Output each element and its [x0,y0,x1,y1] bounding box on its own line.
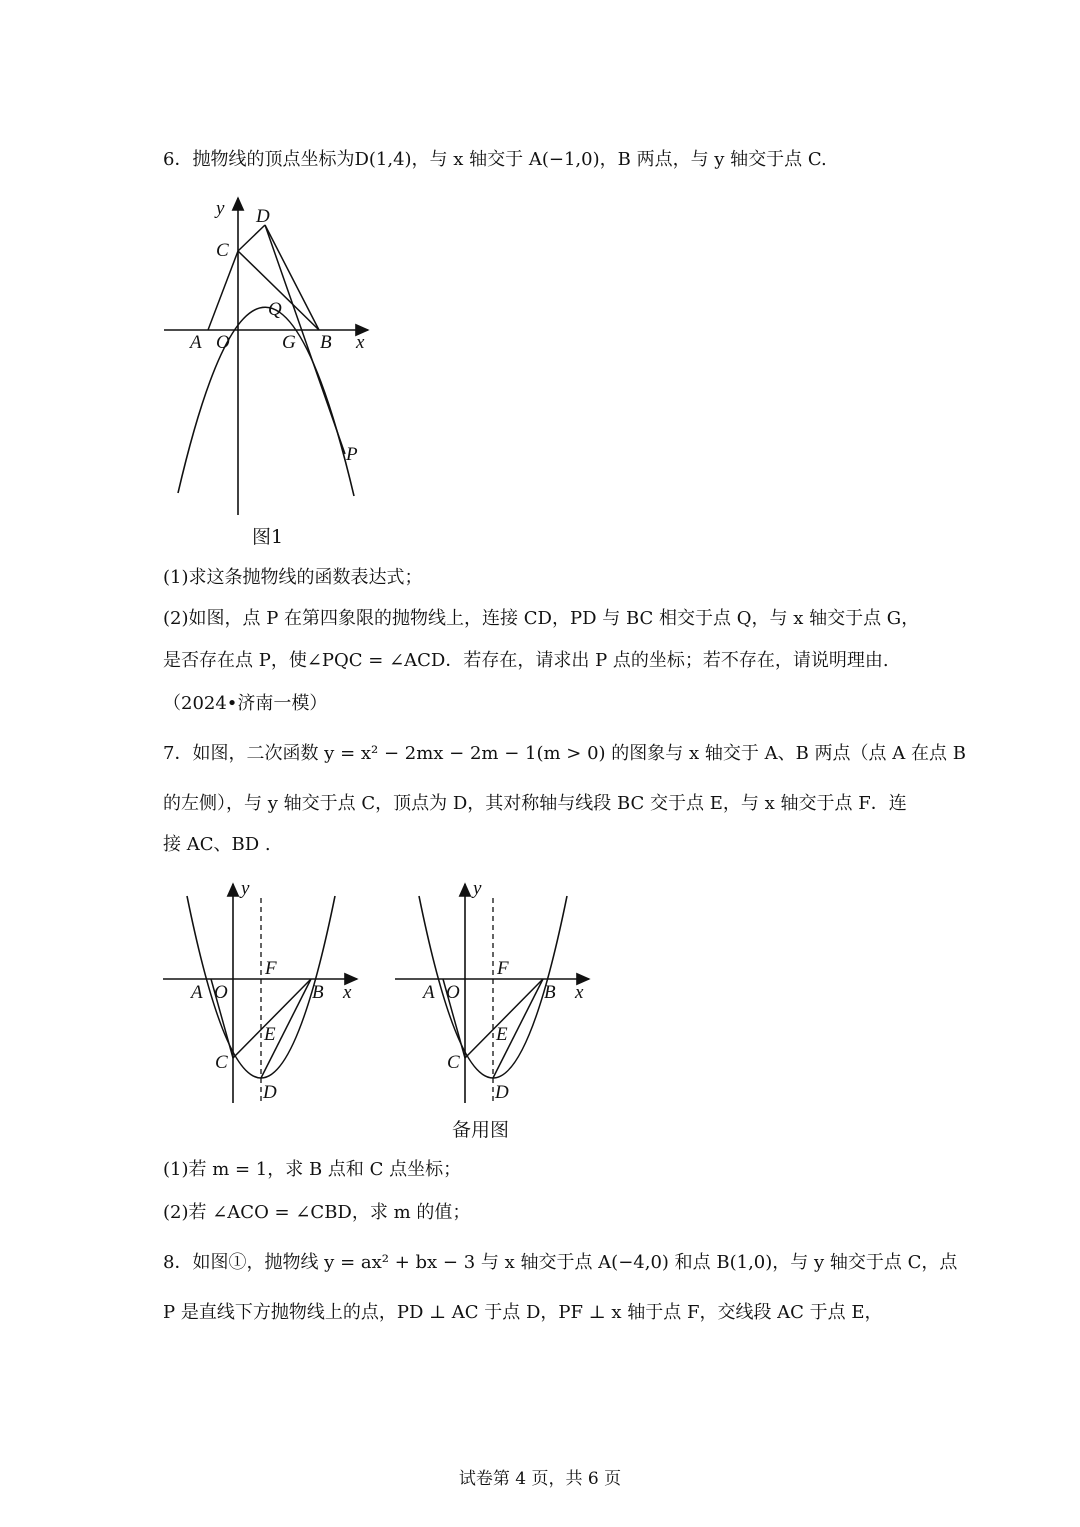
q7-stem-line2: 的左侧），与 y 轴交于点 C，顶点为 D，其对称轴与线段 BC 交于点 E，与 x 轴交于点 F．连 [163,793,907,814]
q7-stem-line1: 7．如图，二次函数 y = x² − 2mx − 2m − 1(m > 0) 的图象与 x 轴交于 A、B 两点（点 A 在点 B [163,743,966,764]
q6-source: （2024•济南一模） [163,693,328,714]
label-b: B [312,982,324,1003]
label-y: y [473,878,482,899]
q7-part1: (1)若 m = 1，求 B 点和 C 点坐标； [163,1159,462,1180]
label-c: C [215,1052,228,1073]
label-d: D [495,1082,509,1103]
q7-figure-backup [387,878,602,1108]
label-c: C [447,1052,460,1073]
label-y: y [241,878,250,899]
label-e: E [264,1024,276,1045]
q7-part2: (2)若 ∠ACO = ∠CBD，求 m 的值； [163,1202,471,1223]
q7-figure-main [155,878,370,1108]
label-f: F [265,958,277,979]
q6-stem: 6．抛物线的顶点坐标为D(1,4)，与 x 轴交于 A(−1,0)，B 两点，与 y 轴交于点 C. [163,149,827,170]
label-q: Q [268,299,282,320]
label-f: F [497,958,509,979]
label-a: A [190,332,202,353]
segment-ac [208,251,238,330]
q8-stem-line2: P 是直线下方抛物线上的点，PD ⊥ AC 于点 D，PF ⊥ x 轴于点 F，交线段 AC 于点 E， [163,1302,883,1323]
segment-cb [233,979,311,1058]
label-g: G [282,332,296,353]
label-x: x [356,332,365,353]
segment-cd [238,225,265,251]
q6-figure [150,190,390,525]
label-p: P [346,444,358,465]
label-c: C [216,240,229,261]
label-d: D [263,1082,277,1103]
label-x: x [343,982,352,1003]
segment-cb [465,979,543,1058]
q6-part2-line1: (2)如图，点 P 在第四象限的抛物线上，连接 CD，PD 与 BC 相交于点 Q，与 x 轴交于点 G， [163,608,920,629]
label-o: O [214,982,228,1003]
label-b: B [320,332,332,353]
q8-stem-line1: 8．如图①，抛物线 y = ax² + bx − 3 与 x 轴交于点 A(−4,0) 和点 B(1,0)，与 y 轴交于点 C，点 [163,1252,958,1273]
label-o: O [216,332,230,353]
q7-backup-caption: 备用图 [452,1119,510,1141]
label-b: B [544,982,556,1003]
q6-part2-line2: 是否存在点 P，使∠PQC = ∠ACD．若存在，请求出 P 点的坐标；若不存在，请说明理由. [163,650,889,671]
label-o: O [446,982,460,1003]
label-a: A [423,982,435,1003]
q7-stem-line3: 接 AC、BD . [163,834,271,855]
label-e: E [496,1024,508,1045]
label-d: D [256,206,270,227]
label-x: x [575,982,584,1003]
q6-part1: (1)求这条抛物线的函数表达式； [163,567,423,588]
label-y: y [216,198,225,219]
segment-dp [265,225,345,454]
q6-figure-caption: 图1 [252,526,284,548]
page-footer: 试卷第 4 页，共 6 页 [458,1469,622,1489]
label-a: A [191,982,203,1003]
